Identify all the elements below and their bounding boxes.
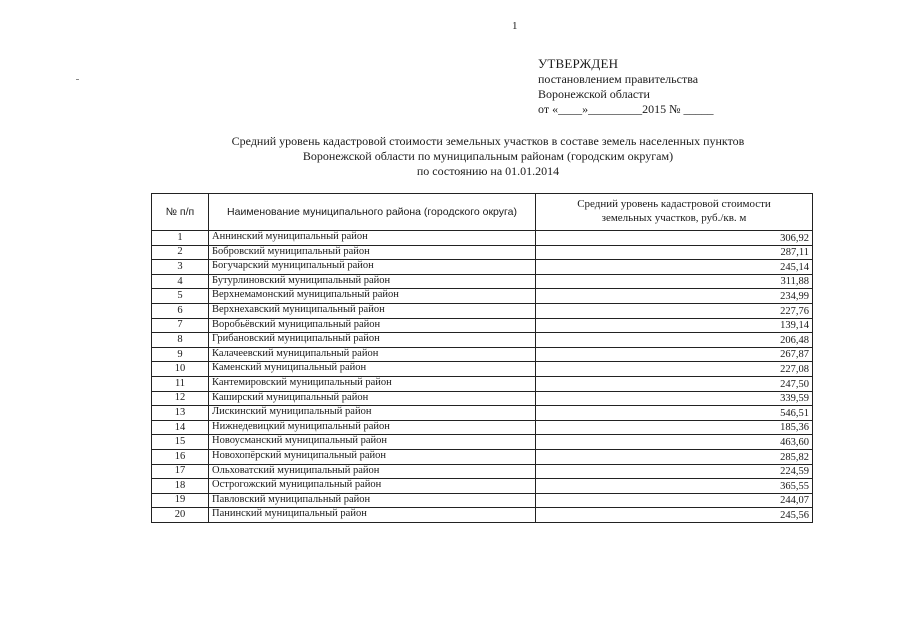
table-row xyxy=(152,274,813,289)
table-row xyxy=(152,362,813,377)
table-row xyxy=(152,289,813,304)
cadastral-value: 139,14 xyxy=(536,318,813,333)
table-row xyxy=(152,260,813,275)
district-name: Бобровский муниципальный район xyxy=(209,245,536,260)
row-number: 12 xyxy=(152,391,209,406)
table-row xyxy=(152,420,813,435)
cadastral-value-table xyxy=(151,193,813,523)
cadastral-value: 245,56 xyxy=(536,508,813,523)
cadastral-value: 244,07 xyxy=(536,493,813,508)
cadastral-value: 247,50 xyxy=(536,376,813,391)
table-row xyxy=(152,376,813,391)
district-name: Новохопёрский муниципальный район xyxy=(209,449,536,464)
cadastral-value: 339,59 xyxy=(536,391,813,406)
column-header-value-line: Средний уровень кадастровой стоимости xyxy=(577,198,771,210)
approval-line: постановлением правительства xyxy=(538,72,699,86)
scan-mark xyxy=(76,79,79,80)
row-number: 11 xyxy=(152,376,209,391)
heading-line: по состоянию на 01.01.2014 xyxy=(416,164,560,178)
row-number: 2 xyxy=(152,245,209,260)
district-name: Грибановский муниципальный район xyxy=(209,333,536,348)
page-number: 1 xyxy=(512,20,518,32)
row-number: 3 xyxy=(152,260,209,275)
table-row xyxy=(152,303,813,318)
table-row xyxy=(152,479,813,494)
column-header-value xyxy=(536,194,813,231)
cadastral-value: 227,08 xyxy=(536,362,813,377)
district-name: Верхнемамонский муниципальный район xyxy=(209,289,536,304)
row-number: 10 xyxy=(152,362,209,377)
row-number: 5 xyxy=(152,289,209,304)
row-number: 6 xyxy=(152,303,209,318)
cadastral-value: 311,88 xyxy=(536,274,813,289)
cadastral-value: 206,48 xyxy=(536,333,813,348)
row-number: 13 xyxy=(152,406,209,421)
cadastral-value: 285,82 xyxy=(536,449,813,464)
cadastral-value: 224,59 xyxy=(536,464,813,479)
table-row xyxy=(152,318,813,333)
district-name: Калачеевский муниципальный район xyxy=(209,347,536,362)
approval-stamp xyxy=(538,56,714,117)
district-name: Воробьёвский муниципальный район xyxy=(209,318,536,333)
cadastral-value: 463,60 xyxy=(536,435,813,450)
cadastral-value: 227,76 xyxy=(536,303,813,318)
document-heading xyxy=(150,134,826,179)
district-name: Каширский муниципальный район xyxy=(209,391,536,406)
row-number: 14 xyxy=(152,420,209,435)
column-header-num: № п/п xyxy=(152,194,209,231)
table-row xyxy=(152,347,813,362)
table-row xyxy=(152,333,813,348)
row-number: 8 xyxy=(152,333,209,348)
cadastral-value: 245,14 xyxy=(536,260,813,275)
heading-line: Воронежской области по муниципальным районам (городским округам) xyxy=(302,149,674,163)
row-number: 15 xyxy=(152,435,209,450)
row-number: 20 xyxy=(152,508,209,523)
cadastral-value: 365,55 xyxy=(536,479,813,494)
district-name: Богучарский муниципальный район xyxy=(209,260,536,275)
district-name: Ольховатский муниципальный район xyxy=(209,464,536,479)
district-name: Каменский муниципальный район xyxy=(209,362,536,377)
district-name: Аннинский муниципальный район xyxy=(209,231,536,246)
district-name: Нижнедевицкий муниципальный район xyxy=(209,420,536,435)
row-number: 1 xyxy=(152,231,209,246)
district-name: Лискинский муниципальный район xyxy=(209,406,536,421)
row-number: 9 xyxy=(152,347,209,362)
cadastral-value: 306,92 xyxy=(536,231,813,246)
cadastral-value: 267,87 xyxy=(536,347,813,362)
table-row xyxy=(152,449,813,464)
cadastral-value: 546,51 xyxy=(536,406,813,421)
district-name: Новоусманский муниципальный район xyxy=(209,435,536,450)
approval-line: Воронежской области xyxy=(538,87,650,101)
district-name: Павловский муниципальный район xyxy=(209,493,536,508)
row-number: 17 xyxy=(152,464,209,479)
table-row xyxy=(152,435,813,450)
table-row xyxy=(152,391,813,406)
row-number: 7 xyxy=(152,318,209,333)
table-row xyxy=(152,493,813,508)
district-name: Кантемировский муниципальный район xyxy=(209,376,536,391)
cadastral-value: 287,11 xyxy=(536,245,813,260)
heading-line: Средний уровень кадастровой стоимости земельных участков в составе земель населенных пунктов xyxy=(231,134,745,148)
cadastral-value: 234,99 xyxy=(536,289,813,304)
cadastral-value: 185,36 xyxy=(536,420,813,435)
table-row xyxy=(152,464,813,479)
table-row xyxy=(152,245,813,260)
district-name: Острогожский муниципальный район xyxy=(209,479,536,494)
table-row xyxy=(152,508,813,523)
table-header-row xyxy=(152,194,813,231)
table-row xyxy=(152,231,813,246)
column-header-value-line: земельных участков, руб./кв. м xyxy=(601,212,747,224)
district-name: Бутурлиновский муниципальный район xyxy=(209,274,536,289)
approval-title: УТВЕРЖДЕН xyxy=(538,56,619,71)
approval-date-line: от «____»_________2015 № _____ xyxy=(538,102,714,116)
table-body xyxy=(152,231,813,523)
column-header-name: Наименование муниципального района (городского округа) xyxy=(209,194,536,231)
row-number: 16 xyxy=(152,449,209,464)
district-name: Верхнехавский муниципальный район xyxy=(209,303,536,318)
district-name: Панинский муниципальный район xyxy=(209,508,536,523)
row-number: 18 xyxy=(152,479,209,494)
row-number: 4 xyxy=(152,274,209,289)
table-row xyxy=(152,406,813,421)
row-number: 19 xyxy=(152,493,209,508)
